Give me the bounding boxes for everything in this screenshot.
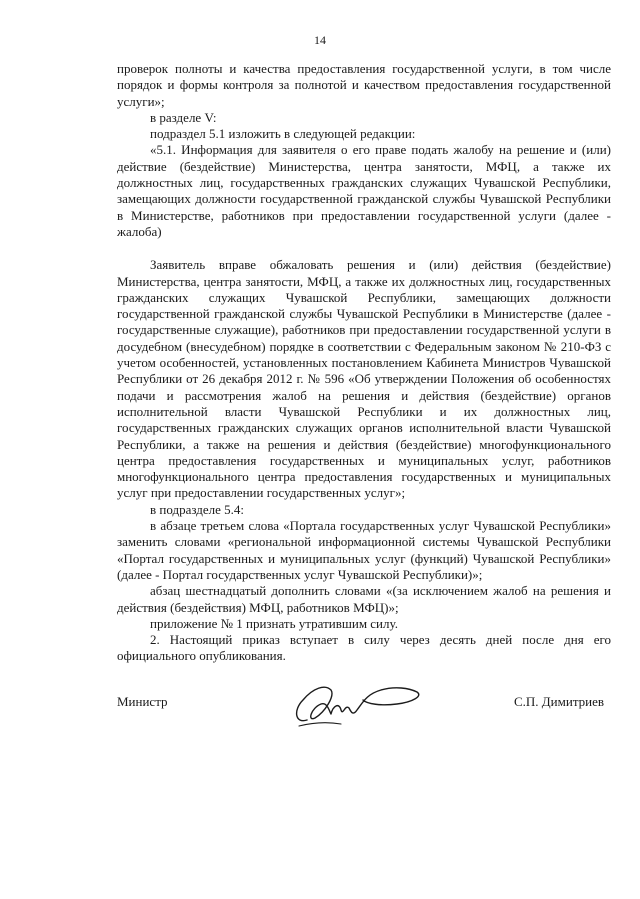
paragraph: Заявитель вправе обжаловать решения и (или) действия (бездействие) Министерства, центра занятости, МФЦ, а также их должностных лиц, государственных гражданских служащих Чувашской Республики, замещающих должности государственной гражданской службы Чувашской Республики в Министерстве (далее - государственные служащие), работников при предоставлении государственной услуги в досудебном (внесудебном) порядке в соответствии с Федеральным законом № 210-ФЗ с учетом особенностей, установленных постановлением Кабинета Министров Чувашской Республики от 26 декабря 2012 г. № 596 «Об утверждении Положения об особенностях подачи и рассмотрения жалоб на решения и действия (бездействие) органов исполнительной власти Чувашской Республики и их должностных лиц, государственных гражданских служащих органов исполнительной власти Чувашской Республики, а также на решения и действия (бездействие) многофункционального центра предоставления государственных и муниципальных услуг, работников многофункционального центра предоставления государственных и муниципальных услуг при предоставлении государственных услуг»;	[117, 257, 611, 501]
paragraph-spacer	[117, 240, 611, 257]
page-number: 14	[314, 33, 326, 47]
paragraph: в разделе V:	[150, 109, 217, 125]
paragraph: проверок полноты и качества предоставления государственной услуги, в том числе порядок и формы контроля за полнотой и качеством предоставления государственной услуги»;	[117, 61, 611, 109]
paragraph: подраздел 5.1 изложить в следующей редакции:	[150, 126, 416, 142]
document-body	[117, 61, 611, 665]
paragraph: «5.1. Информация для заявителя о его праве подать жалобу на решение и (или) действие (бездействие) Министерства, центра занятости, МФЦ, а также их должностных лиц, государственных гражданских служащих Чувашской Республики, замещающих должности государственной гражданской службы Чувашской Республики в Министерстве, работников при предоставлении государственной услуги (далее - жалоба)	[117, 142, 611, 239]
paragraph: 2. Настоящий приказ вступает в силу через десять дней после дня его официального опубликования.	[117, 632, 611, 664]
paragraph: приложение № 1 признать утратившим силу.	[150, 615, 398, 631]
paragraph: абзац шестнадцатый дополнить словами «(за исключением жалоб на решения и действия (бездействия) МФЦ, работников МФЦ)»;	[117, 583, 611, 615]
handwritten-signature	[285, 664, 445, 744]
signatory-title: Министр	[117, 694, 168, 709]
paragraph: в подразделе 5.4:	[150, 501, 245, 517]
signatory-name: С.П. Димитриев	[514, 694, 605, 709]
paragraph: в абзаце третьем слова «Портала государственных услуг Чувашской Республики» заменить словами «региональной информационной системы Чувашской Республики «Портал государственных и муниципальных услуг (функций) Чувашской Республики» (далее - Портал государственных услуг Чувашской Республики)»;	[117, 518, 611, 582]
